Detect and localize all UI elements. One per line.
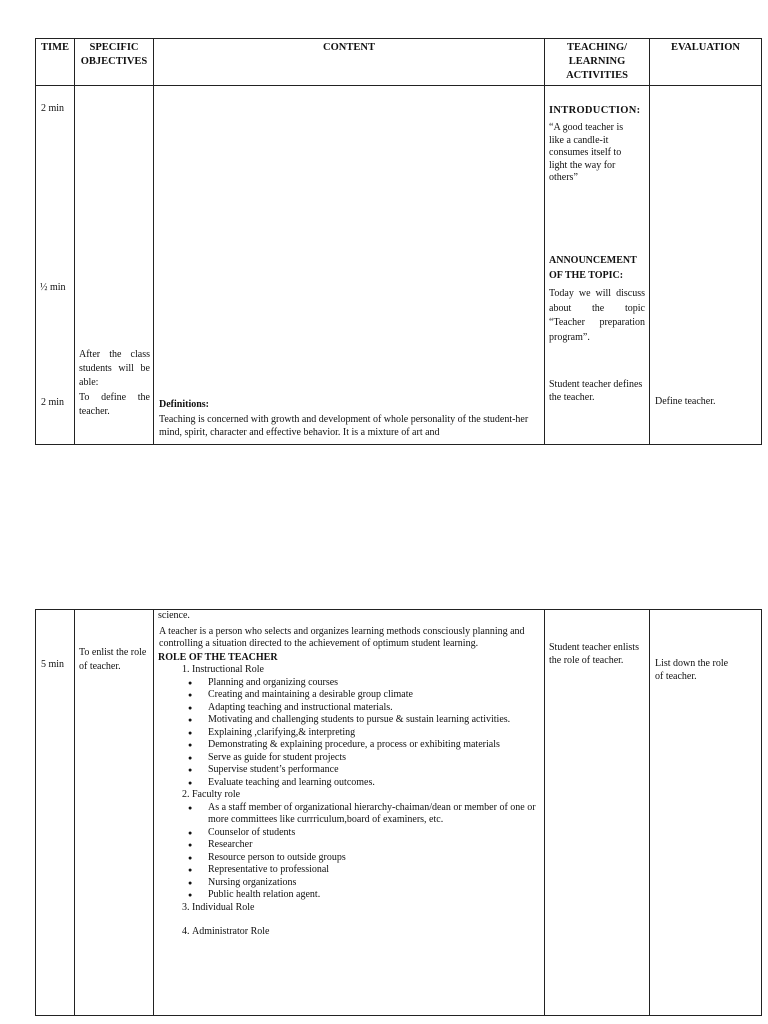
intro-quote: “A good teacher is like a candle-it consumes itself to light the way for others” [549,122,624,183]
activity-define: Student teacher defines the teacher. [549,379,643,403]
objective-enlist: To enlist the role of teacher. [79,647,147,672]
evaluation-define: Define teacher. [655,396,716,407]
evaluation-cell-2 [650,610,762,1016]
evaluation-cell [650,86,762,445]
content-cell-2 [154,610,545,1016]
header-row [36,39,762,86]
list-item: ● Researcher [208,839,540,852]
activities-cell-2 [545,610,650,1016]
content-block [158,610,540,939]
activities-cell [545,86,650,445]
time-2: ½ min [40,282,66,293]
role-faculty [192,789,540,902]
list-item: ● Resource person to outside groups [208,852,540,865]
list-item: ● Serve as guide for student projects [208,752,540,765]
definitions-heading: Definitions: [159,399,209,410]
role-administrator: 4. Administrator Role [192,926,540,939]
lesson-plan-table-1 [35,38,762,445]
science-text: science. [158,610,190,621]
list-item: ● Adapting teaching and instructional materials. [208,702,540,715]
time-cell [36,86,75,445]
time-cell-2 [36,610,75,1016]
lesson-plan-table-2 [35,609,762,1016]
evaluation-list: List down the role of teacher. [655,658,729,682]
role-title: Faculty role [192,789,241,800]
teacher-definition: A teacher is a person who selects and organizes learning methods consciously planning and controlling a situation directed to the achievement of optimum student learning. [159,625,525,649]
list-item: ● Counselor of students [208,827,540,840]
list-item: ● Evaluate teaching and learning outcomes. [208,777,540,790]
list-item: ● Creating and maintaining a desirable group climate [208,689,540,702]
header-evaluation: EVALUATION [650,39,762,86]
role-title: Instructional Role [192,664,264,675]
faculty-items [192,802,540,902]
header-objectives: SPECIFIC OBJECTIVES [75,39,154,86]
instructional-items [192,677,540,790]
list-item: ● Motivating and challenging students to pursue & sustain learning activities. [208,714,540,727]
intro-heading: INTRODUCTION: [549,105,641,116]
list-item: ● Public health relation agent. [208,889,540,902]
objective-define: To define the teacher. [79,392,150,417]
role-list [158,664,540,939]
objective-intro: After the class students will be able: [79,349,150,388]
header-content: CONTENT [154,39,545,86]
body-row-2 [36,610,762,1016]
announce-text: Today we will discuss about the topic “Teacher preparation program”. [549,288,645,343]
announce-heading: ANNOUNCEMENT OF THE TOPIC: [549,255,637,281]
objectives-cell-2 [75,610,154,1016]
list-item: ● Representative to professional [208,864,540,877]
objectives-cell [75,86,154,445]
time-5min: 5 min [41,659,65,670]
time-3: 2 min [41,397,65,408]
body-row [36,86,762,445]
role-instructional [192,664,540,789]
content-cell [154,86,545,445]
header-activities: TEACHING/ LEARNING ACTIVITIES [545,39,650,86]
role-heading: ROLE OF THE TEACHER [158,651,278,663]
list-item: ● As a staff member of organizational hierarchy-chaiman/dean or member of one or more committees like currriculum,board of examiners, etc. [208,802,540,827]
list-item: ● Supervise student’s performance [208,764,540,777]
list-item: ● Nursing organizations [208,877,540,890]
activity-enlist: Student teacher enlists the role of teacher. [549,642,639,666]
list-item: ● Explaining ,clarifying,& interpreting [208,727,540,740]
header-time: TIME [36,39,75,86]
list-item: ● Demonstrating & explaining procedure, a process or exhibiting materials [208,739,540,752]
definitions-text: Teaching is concerned with growth and development of whole personality of the student-her mind, spirit, character and effective behavior. It is a mixture of art and [159,414,529,438]
time-1: 2 min [41,103,65,114]
role-individual: 3. Individual Role [192,902,540,915]
list-item: ● Planning and organizing courses [208,677,540,690]
